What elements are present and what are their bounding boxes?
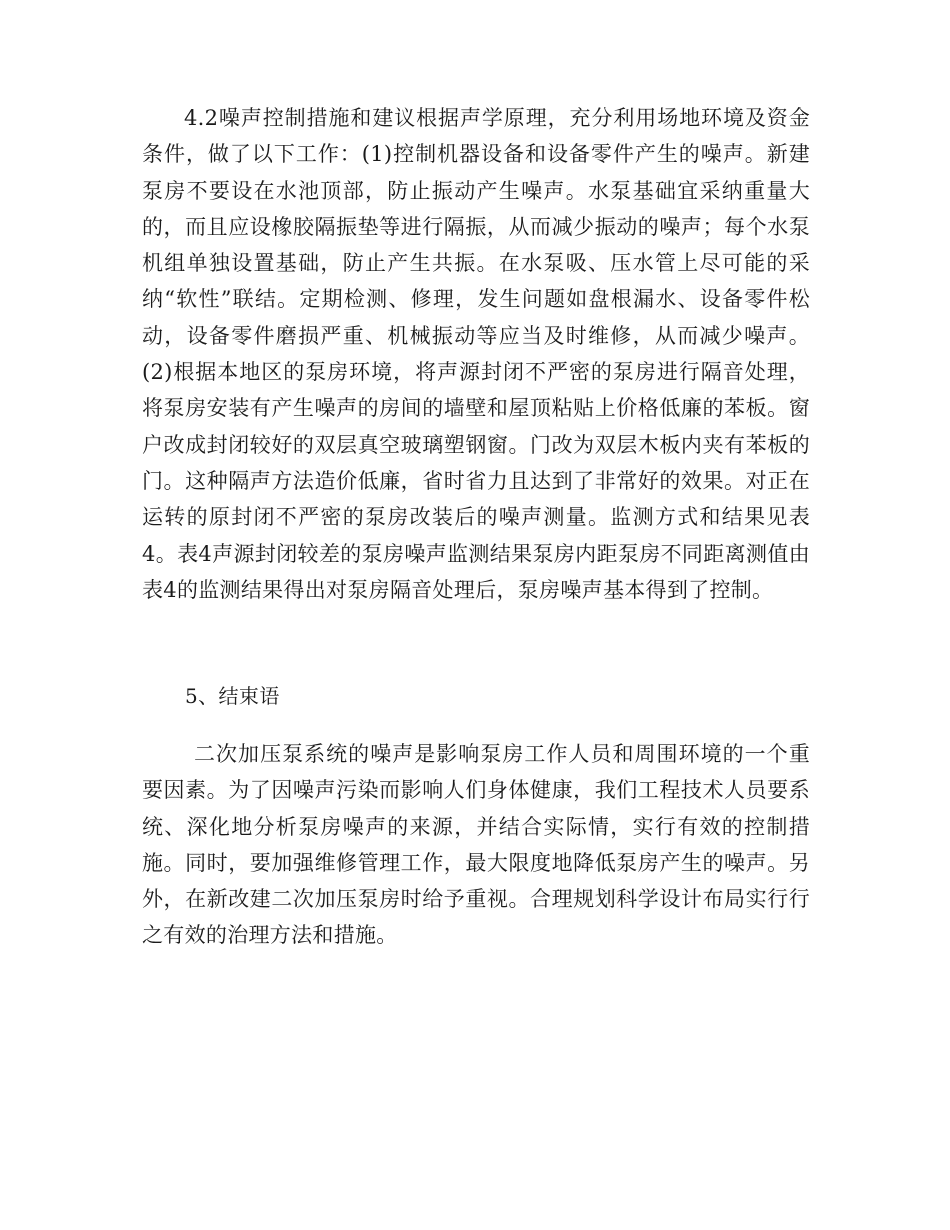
section-heading-conclusion: 5、结束语 [185,684,280,708]
paragraph-noise-control-measures: 4.2噪声控制措施和建议根据声学原理，充分利用场地环境及资金条件，做了以下工作：(1)控制机器设备和设备零件产生的噪声。新建泵房不要设在水池顶部，防止振动产生噪声。水泵基础宜采纳重量大的，而且应设橡胶隔振垫等进行隔振，从而减少振动的噪声；每个水泵机组单独设置基础，防止产生共振。在水泵吸、压水管上尽可能的采纳“软性”联结。定期检测、修理，发生问题如盘根漏水、设备零件松动，设备零件磨损严重、机械振动等应当及时维修，从而减少噪声。(2)根据本地区的泵房环境，将声源封闭不严密的泵房进行隔音处理，将泵房安装有产生噪声的房间的墙壁和屋顶粘贴上价格低廉的苯板。窗户改成封闭较好的双层真空玻璃塑钢窗。门改为双层木板内夹有苯板的门。这种隔声方法造价低廉，省时省力且达到了非常好的效果。对正在运转的原封闭不严密的泵房改装后的噪声测量。监测方式和结果见表4。表4声源封闭较差的泵房噪声监测结果泵房内距泵房不同距离测值由表4的监测结果得出对泵房隔音处理后，泵房噪声基本得到了控制。 [142,106,810,602]
paragraph-conclusion: 二次加压泵系统的噪声是影响泵房工作人员和周围环境的一个重要因素。为了因噪声污染而影响人们身体健康，我们工程技术人员要系统、深化地分析泵房噪声的来源，并结合实际情，实行有效的控制措施。同时，要加强维修管理工作，最大限度地降低泵房产生的噪声。另外，在新改建二次加压泵房时给予重视。合理规划科学设计布局实行行之有效的治理方法和措施。 [142,742,810,948]
